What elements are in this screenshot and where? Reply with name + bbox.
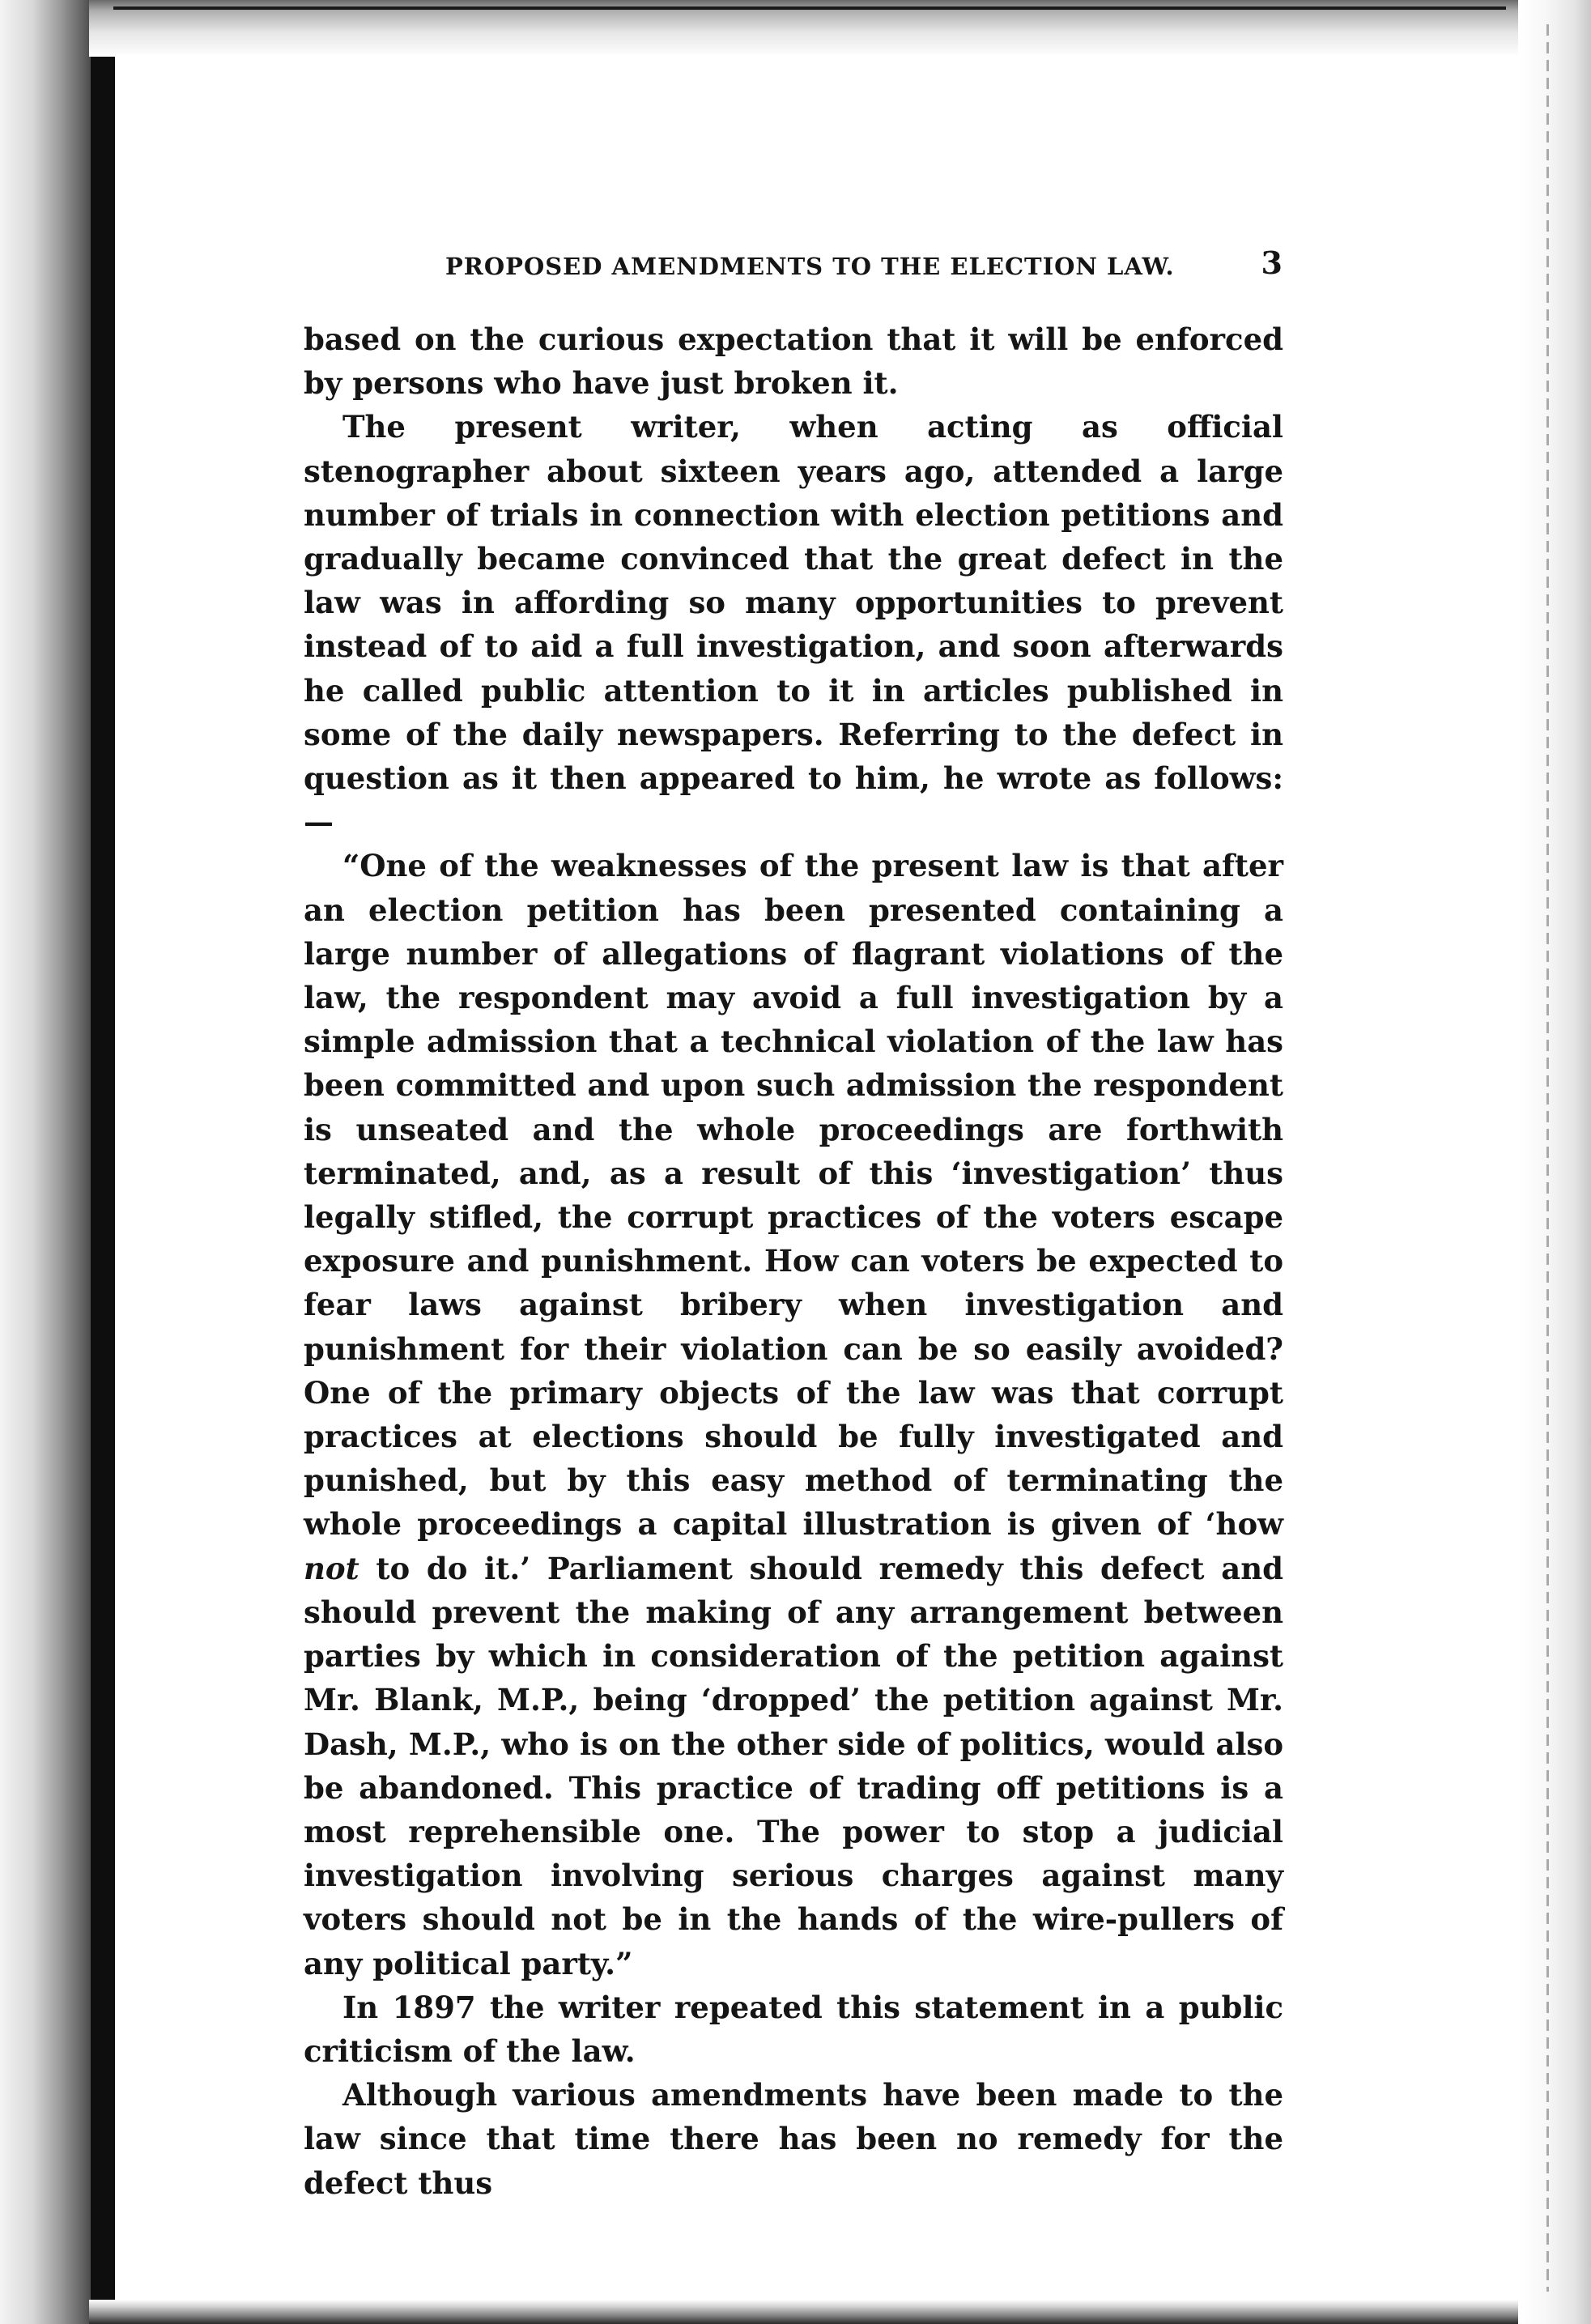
scan-bottom-edge [89,2300,1591,2324]
paragraph-1 [304,317,1283,405]
paragraph-text: “One of the weaknesses of the present law is that after an election petition has been presented containing a large number of allegations of flagrant violations of the law, the respondent may avoid a full investigation by a simple admission that a technical violation of the law has been committed and upon such admission the respondent is unseated and the whole proceedings are forthwith terminated, and, as a result of this ‘investigation’ thus legally stifled, the corrupt practices of the voters escape exposure and punishment. How can voters be expected to fear laws against bribery when investigation and punishment for their violation can be so easily avoided? One of the primary objects of the law was that corrupt practices at elections should be fully investigated and punished, but by this easy method of terminating the whole proceedings a capital illustration is given of ‘how [304,848,1283,1543]
paragraph-text: Although various amendments have been made to the law since that time there has been no remedy for the defect thus [304,2077,1283,2201]
scan-top-rule [113,6,1506,10]
paragraph-text: to do it.’ Parliament should remedy this defect and should prevent the making of any arrangement between parties by which in consideration of the petition against Mr. Blank, M.P., being ‘dropped’ the petition against Mr. Dash, M.P., who is on the other side of politics, would also be abandoned. This practice of trading off petitions is a most reprehensible one. The power to stop a judicial investigation involving serious charges against many voters should not be in the hands of the wire-pullers of any political party.” [304,1550,1283,1981]
running-title: PROPOSED AMENDMENTS TO THE ELECTION LAW. [445,253,1175,280]
paragraph-5 [304,2073,1283,2205]
body-text [304,317,1283,2205]
page-number: 3 [1261,245,1283,281]
scan-right-rule [1546,24,1549,2292]
running-head [304,243,1283,283]
paragraph-3-quotation [304,844,1283,1985]
scan-right-edge [1518,0,1591,2324]
book-page [304,243,1283,2205]
emphasis: not [304,1550,359,1586]
paragraph-text: based on the curious expectation that it will be enforced by persons who have just broken it. [304,321,1283,402]
paragraph-text: In 1897 the writer repeated this statement in a public criticism of the law. [304,1989,1283,2069]
paragraph-text: The present writer, when acting as official stenographer about sixteen years ago, attended a large number of trials in connection with election petitions and gradually became convinced that the great defect in the law was in affording so many opportunities to prevent instead of to aid a full investigation, and soon afterwards he called public attention to it in articles published in some of the daily newspapers. Referring to the defect in question as it then appeared to him, he wrote as follows:— [304,409,1283,841]
paragraph-2 [304,405,1283,844]
scan-binding-edge [91,16,115,2316]
paragraph-4 [304,1986,1283,2073]
